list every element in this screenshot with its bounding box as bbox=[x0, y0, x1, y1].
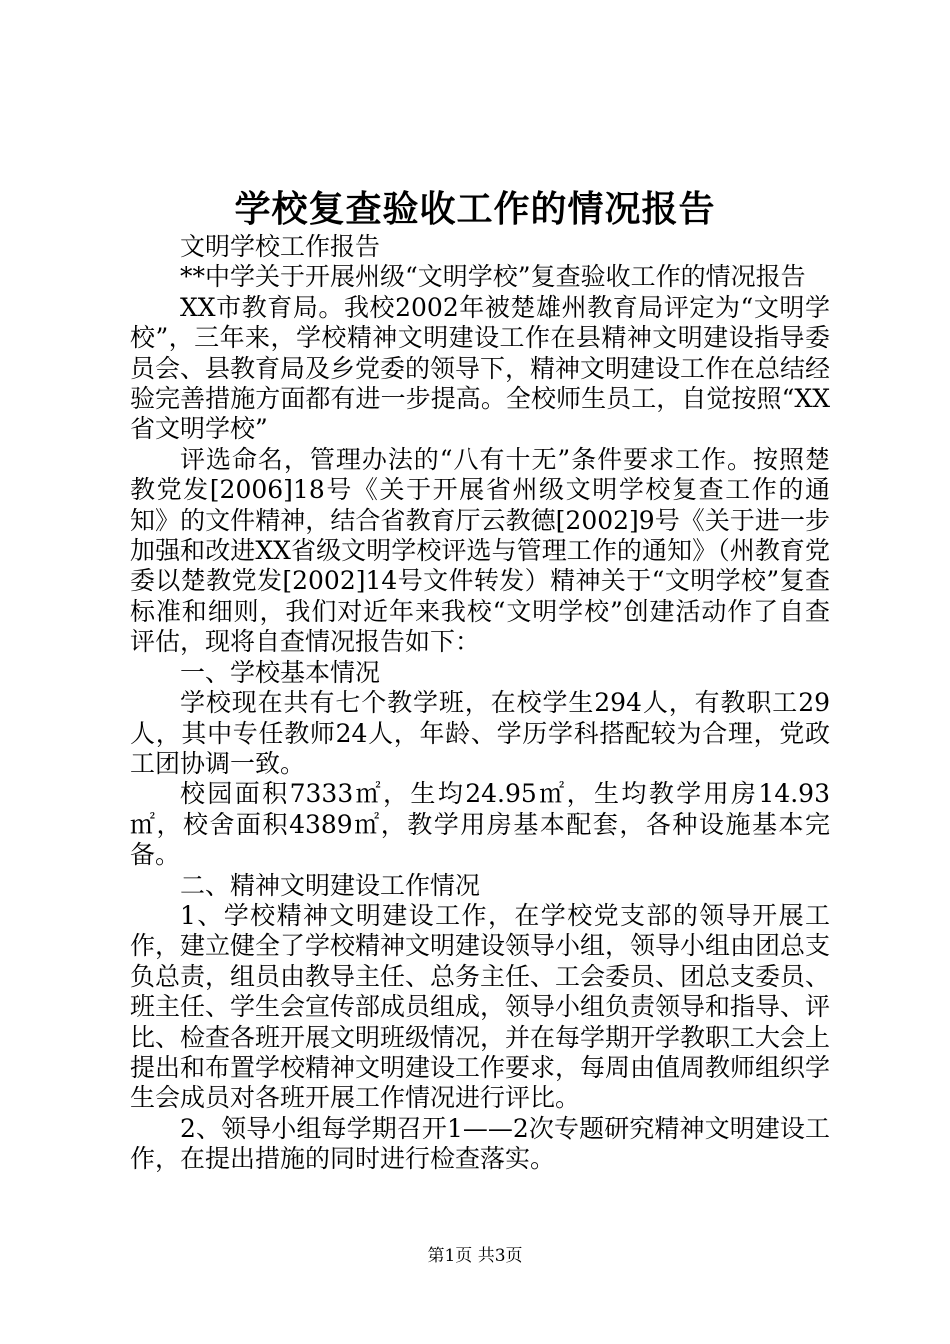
paragraph: 1、学校精神文明建设工作，在学校党支部的领导开展工作，建立健全了学校精神文明建设领导小组，领导小组由团总支负总责，组员由教导主任、总务主任、工会委员、团总支委员、班主任、学生会宣传部成员组成，领导小组负责领导和指导、评比、检查各班开展文明班级情况，并在每学期开学教职工大会上提出和布置学校精神文明建设工作要求，每周由值周教师组织学生会成员对各班开展工作情况进行评比。 bbox=[130, 900, 831, 1113]
paragraph: 2、领导小组每学期召开1——2次专题研究精神文明建设工作，在提出措施的同时进行检查落实。 bbox=[130, 1113, 830, 1174]
section-heading: 二、精神文明建设工作情况 bbox=[180, 870, 481, 900]
paragraph: **中学关于开展州级“文明学校”复查验收工作的情况报告 bbox=[180, 262, 806, 292]
section-heading: 一、学校基本情况 bbox=[180, 657, 381, 687]
paragraph: XX市教育局。我校2002年被楚雄州教育局评定为“文明学校”，三年来，学校精神文明建设工作在县精神文明建设指导委员会、县教育局及乡党委的领导下，精神文明建设工作在总结经验完善措施方面都有进一步提高。全校师生员工，自觉按照“XX省文明学校” bbox=[130, 292, 831, 444]
paragraph: 校园面积7333㎡，生均24.95㎡，生均教学用房14.93㎡，校舍面积4389㎡，教学用房基本配套，各种设施基本完备。 bbox=[130, 779, 830, 870]
document-title: 学校复查验收工作的情况报告 bbox=[234, 188, 716, 230]
paragraph: 评选命名，管理办法的“八有十无”条件要求工作。按照楚教党发[2006]18号《关于开展省州级文明学校复查工作的通知》的文件精神，结合省教育厅云教德[2002]9号《关于进一步加强和改进XX省级文明学校评选与管理工作的通知》（州教育党委以楚教党发[2002]14号文件转发）精神关于“文明学校”复查标准和细则，我们对近年来我校“文明学校”创建活动作了自查评估，现将自查情况报告如下： bbox=[130, 444, 830, 657]
document-body bbox=[130, 232, 830, 1175]
page-footer: 第1页 共3页 bbox=[427, 1246, 523, 1266]
paragraph: 文明学校工作报告 bbox=[180, 232, 381, 261]
paragraph: 学校现在共有七个教学班，在校学生294人，有教职工29人，其中专任教师24人，年龄、学历学科搭配较为合理，党政工团协调一致。 bbox=[130, 688, 830, 778]
